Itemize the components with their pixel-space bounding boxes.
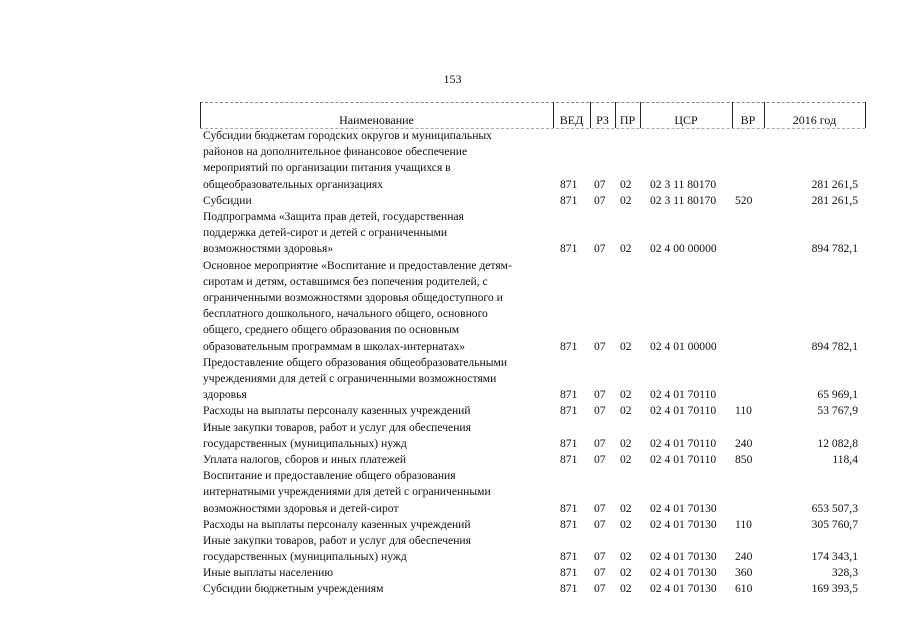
row-ved: 871 <box>560 550 578 564</box>
row-csr: 02 4 01 70110 <box>650 436 717 450</box>
row-pr: 02 <box>620 452 632 466</box>
header-year: 2016 год <box>792 113 837 127</box>
row-rz: 07 <box>594 550 606 564</box>
row-csr: 02 4 01 70130 <box>650 517 717 531</box>
row-sum: 281 261,5 <box>811 177 858 191</box>
row-ved: 871 <box>560 436 578 450</box>
table-row <box>0 533 905 565</box>
header-ved: ВЕД <box>559 113 584 127</box>
row-vr: 610 <box>735 582 753 596</box>
page-number: 153 <box>443 72 462 86</box>
row-sum: 118,4 <box>832 452 858 466</box>
row-ved: 871 <box>560 517 578 531</box>
row-ved: 871 <box>560 452 578 466</box>
row-rz: 07 <box>594 339 606 353</box>
row-rz: 07 <box>594 566 606 580</box>
table-row <box>0 193 905 209</box>
table-row <box>0 258 905 355</box>
header-pr: ПР <box>619 113 636 127</box>
row-ved: 871 <box>560 582 578 596</box>
row-pr: 02 <box>620 566 632 580</box>
row-name: Подпрограмма «Защита прав детей, государственная поддержка детей-сирот и детей с ограниченными возможностями здоровья» <box>203 209 464 256</box>
table-row <box>0 355 905 404</box>
row-sum: 65 969,1 <box>817 388 858 402</box>
row-pr: 02 <box>620 501 632 515</box>
table-row <box>0 581 905 597</box>
row-name: Субсидии бюджетам городских округов и муниципальных районов на дополнительное финансовое обеспечение мероприятий по организации питания учащихся в общеобразовательных организациях <box>203 129 492 191</box>
row-csr: 02 4 01 70110 <box>650 404 717 418</box>
row-vr: 240 <box>735 550 753 564</box>
row-ved: 871 <box>560 242 578 256</box>
row-sum: 328,3 <box>831 566 858 580</box>
row-vr: 360 <box>735 566 753 580</box>
row-csr: 02 3 11 80170 <box>650 193 717 207</box>
row-sum: 894 782,1 <box>811 339 858 353</box>
row-sum: 12 082,8 <box>817 436 858 450</box>
row-ved: 871 <box>560 339 578 353</box>
row-ved: 871 <box>560 388 578 402</box>
row-csr: 02 4 01 70130 <box>650 550 717 564</box>
table-row <box>0 565 905 581</box>
row-sum: 894 782,1 <box>811 242 858 256</box>
row-name: Иные закупки товаров, работ и услуг для обеспечения государственных (муниципальных) нужд <box>203 533 471 564</box>
row-csr: 02 4 01 70130 <box>650 582 717 596</box>
row-csr: 02 4 01 70110 <box>650 452 717 466</box>
row-pr: 02 <box>620 517 632 531</box>
row-rz: 07 <box>594 242 606 256</box>
row-rz: 07 <box>594 177 606 191</box>
header-rz: РЗ <box>596 113 609 127</box>
row-name: Расходы на выплаты персоналу казенных учреждений <box>203 517 471 531</box>
row-name: Уплата налогов, сборов и иных платежей <box>203 452 407 466</box>
row-name: Основное мероприятие «Воспитание и предоставление детям- сиротам и детям, оставшимся без попечения родителей, с ограниченными возможностями здоровья общедоступного и бесплатного дошкольного, начального общего, основного общего, среднего общего образования по основным образовательным программам в школах-интернатах» <box>203 258 512 353</box>
row-csr: 02 4 01 70130 <box>650 501 717 515</box>
row-ved: 871 <box>560 177 578 191</box>
row-rz: 07 <box>594 501 606 515</box>
row-csr: 02 4 00 00000 <box>650 242 717 256</box>
row-ved: 871 <box>560 501 578 515</box>
row-rz: 07 <box>594 582 606 596</box>
table-row <box>0 468 905 517</box>
row-name: Субсидии бюджетным учреждениям <box>203 582 384 596</box>
row-csr: 02 4 01 70110 <box>650 388 717 402</box>
table-row <box>0 209 905 258</box>
row-pr: 02 <box>620 193 632 207</box>
header-top-rule <box>200 102 865 103</box>
row-vr: 850 <box>735 452 753 466</box>
row-pr: 02 <box>620 582 632 596</box>
row-csr: 02 4 01 70130 <box>650 566 717 580</box>
header-vr: ВР <box>740 113 756 127</box>
header-csr: ЦСР <box>674 113 698 127</box>
row-ved: 871 <box>560 404 578 418</box>
row-vr: 520 <box>735 193 753 207</box>
row-rz: 07 <box>594 404 606 418</box>
header-name: Наименование <box>339 113 414 127</box>
budget-table-body <box>0 128 905 598</box>
row-sum: 174 343,1 <box>811 550 858 564</box>
row-pr: 02 <box>620 242 632 256</box>
row-sum: 305 760,7 <box>811 517 858 531</box>
row-name: Субсидии <box>203 193 252 207</box>
row-pr: 02 <box>620 404 632 418</box>
row-pr: 02 <box>620 177 632 191</box>
table-row <box>0 452 905 468</box>
row-name: Иные закупки товаров, работ и услуг для обеспечения государственных (муниципальных) нужд <box>203 420 471 450</box>
row-pr: 02 <box>620 436 632 450</box>
row-pr: 02 <box>620 388 632 402</box>
table-header <box>200 108 870 128</box>
row-sum: 281 261,5 <box>811 193 858 207</box>
row-vr: 240 <box>735 436 753 450</box>
table-row <box>0 420 905 452</box>
row-vr: 110 <box>735 517 752 531</box>
table-row <box>0 403 905 419</box>
row-name: Предоставление общего образования общеобразовательными учреждениями для детей с ограниченными возможностями здоровья <box>203 355 508 402</box>
row-sum: 53 767,9 <box>817 404 858 418</box>
row-rz: 07 <box>594 452 606 466</box>
row-sum: 169 393,5 <box>811 582 858 596</box>
row-ved: 871 <box>560 566 578 580</box>
row-csr: 02 3 11 80170 <box>650 177 717 191</box>
table-row <box>0 128 905 193</box>
row-vr: 110 <box>735 404 752 418</box>
row-rz: 07 <box>594 517 606 531</box>
row-rz: 07 <box>594 436 606 450</box>
row-rz: 07 <box>594 388 606 402</box>
row-name: Расходы на выплаты персоналу казенных учреждений <box>203 404 471 418</box>
row-csr: 02 4 01 00000 <box>650 339 717 353</box>
row-ved: 871 <box>560 193 578 207</box>
row-sum: 653 507,3 <box>811 501 858 515</box>
row-name: Иные выплаты населению <box>203 566 334 580</box>
table-row <box>0 517 905 533</box>
row-name: Воспитание и предоставление общего образования интернатными учреждениями для детей с ограниченными возможностями здоровья и детей-сирот <box>203 469 491 515</box>
row-rz: 07 <box>594 193 606 207</box>
row-pr: 02 <box>620 550 632 564</box>
row-pr: 02 <box>620 339 632 353</box>
